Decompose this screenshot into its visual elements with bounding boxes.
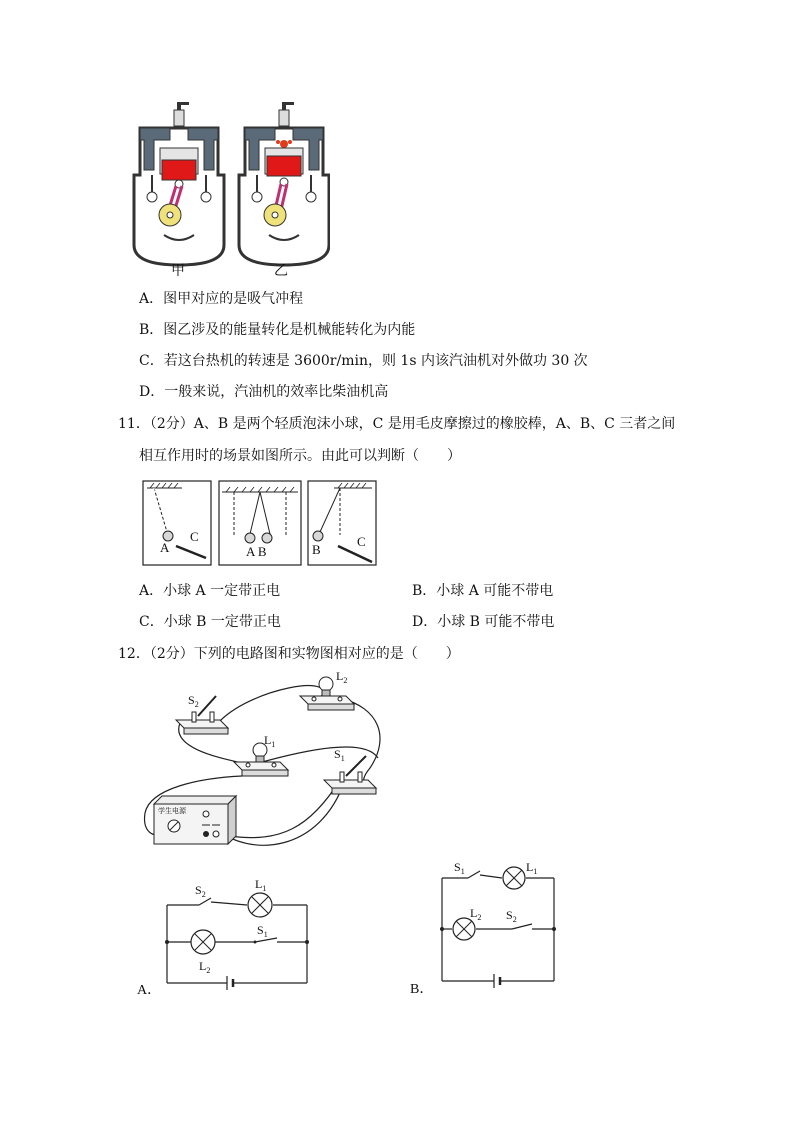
engine-yi-label: 乙 [274,264,288,279]
q12-stem: 12．（2分）下列的电路图和实物图相对应的是（ ） [118,646,460,662]
ball-b-label: B [312,542,321,557]
switch-s2-photo [176,696,228,734]
s2-b-label: $S_2$ [506,908,517,924]
l1-b-label: $L_1$ [526,860,538,876]
circuit-a [135,872,320,1002]
engine-jia-label: 甲 [171,264,185,279]
ball-b-panel3 [313,531,323,541]
l2-a-label: $L_2$ [199,959,211,975]
q10-option-a[interactable]: A．图甲对应的是吸气冲程 [139,291,304,307]
battery-a-icon [227,976,233,990]
q10-option-b[interactable]: B．图乙涉及的能量转化是机械能转化为内能 [139,322,416,338]
option-b-letter[interactable]: B． [410,982,434,997]
lamp-l2-a-icon [191,930,215,954]
switch-s1-b [468,871,480,878]
s1-b-label: $S_1$ [454,860,465,876]
balls-ab-label: A B [246,544,267,559]
ball-a-label: A [160,540,170,555]
l2-b-label: $L_2$ [470,906,482,922]
switch-s2-a [199,898,211,905]
s2-a-label: $S_2$ [195,883,206,899]
power-supply-icon [154,796,236,844]
q11-figure [142,480,378,568]
s1-photo-label: $S_1$ [334,747,345,763]
q10-option-c[interactable]: C．若这台热机的转速是 3600r/min，则 1s 内该汽油机对外做功 30 次 [139,353,588,369]
switch-s1-photo [324,756,376,794]
l1-a-label: $L_1$ [255,877,267,893]
q12-photo-figure [140,668,390,858]
q11-stem-line1: 11．（2分）A、B 是两个轻质泡沫小球，C 是用毛皮摩擦过的橡胶棒，A、B、C 三者之间 [118,416,676,432]
ball-a-panel2 [245,533,255,543]
option-a-letter[interactable]: A． [137,983,162,998]
lamp-l1-photo [234,743,288,776]
engine-yi [239,102,329,265]
engine-figures [130,100,330,280]
s1-a-label: $S_1$ [257,923,268,939]
rod-c-label: C [190,529,199,544]
lamp-l2-b-icon [453,918,475,940]
q11-stem-line2: 相互作用时的场景如图所示。由此可以判断（ ） [139,448,461,464]
s2-photo-label: $S_2$ [188,693,199,709]
l2-photo-label: $L_2$ [336,669,348,685]
q11-option-d[interactable]: D．小球 B 可能不带电 [412,614,555,630]
q11-option-a[interactable]: A．小球 A 一定带正电 [139,583,281,599]
circuit-b [408,855,568,1000]
power-supply-label: 学生电源 [158,807,186,815]
engine-jia [134,102,224,265]
lamp-l1-a-icon [248,893,272,917]
q10-option-d[interactable]: D．一般来说，汽油机的效率比柴油机高 [139,384,389,400]
ball-b-panel2 [262,533,272,543]
q11-option-b[interactable]: B．小球 A 可能不带电 [412,583,554,599]
lamp-l1-b-icon [503,867,525,889]
rod-c-label-3: C [357,534,366,549]
l1-photo-label: $L_1$ [264,733,276,749]
q11-option-c[interactable]: C．小球 B 一定带正电 [139,614,281,630]
battery-b-icon [494,974,500,988]
